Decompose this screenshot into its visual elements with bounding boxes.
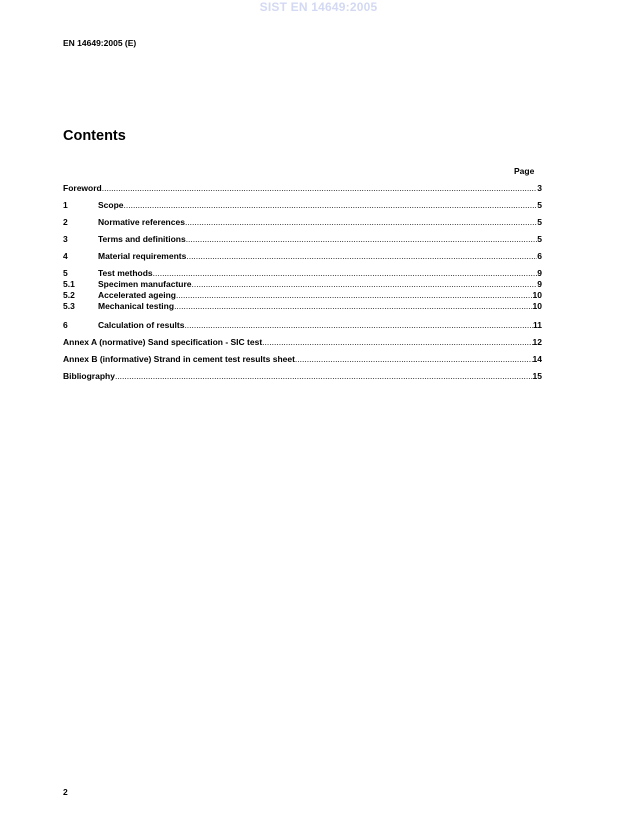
toc-entry-foreword[interactable]: [63, 183, 542, 193]
toc-dot-leader: [186, 251, 537, 261]
toc-entry-number: 4: [63, 251, 68, 261]
toc-entry-bibliography[interactable]: [63, 371, 542, 381]
toc-entry-page: 10: [532, 290, 542, 300]
toc-dot-leader: [115, 371, 533, 381]
toc-dot-leader: [153, 268, 538, 278]
toc-entry-page: 11: [533, 320, 542, 330]
toc-entry-number: 5: [63, 268, 68, 278]
toc-entry-label: Foreword: [63, 183, 102, 193]
page-title: Contents: [63, 128, 126, 144]
toc-dot-leader: [295, 354, 533, 364]
toc-entry-page: 5: [537, 217, 542, 227]
toc-entry-test-methods[interactable]: [63, 268, 542, 278]
watermark-text: SIST EN 14649:2005: [259, 0, 378, 14]
toc-entry-page: 14: [532, 354, 542, 364]
document-identifier: EN 14649:2005 (E): [63, 38, 137, 48]
toc-entry-page: 12: [532, 337, 542, 347]
toc-entry-mechanical-testing[interactable]: [63, 301, 542, 311]
toc-entry-page: 10: [532, 301, 542, 311]
toc-entry-annex-b[interactable]: [63, 354, 542, 364]
toc-entry-page: 15: [532, 371, 542, 381]
toc-entry-label: Accelerated ageing: [98, 290, 176, 300]
toc-entry-label: Normative references: [98, 217, 185, 227]
toc-entry-label: Test methods: [98, 268, 153, 278]
toc-entry-label: Terms and definitions: [98, 234, 186, 244]
toc-entry-page: 6: [537, 251, 542, 261]
toc-entry-page: 9: [537, 268, 542, 278]
toc-entry-material-requirements[interactable]: [63, 251, 542, 261]
toc-entry-page: 9: [537, 279, 542, 289]
toc-entry-number: 1: [63, 200, 68, 210]
toc-dot-leader: [186, 234, 538, 244]
toc-entry-number: 5.1: [63, 279, 75, 289]
toc-dot-leader: [102, 183, 538, 193]
toc-entry-number: 6: [63, 320, 68, 330]
toc-entry-label: Bibliography: [63, 371, 115, 381]
toc-entry-number: 3: [63, 234, 68, 244]
toc-dot-leader: [174, 301, 532, 311]
toc-entry-label: Mechanical testing: [98, 301, 175, 311]
toc-entry-annex-a[interactable]: [63, 337, 542, 347]
toc-entry-label: Annex A (normative) Sand specification - SIC test: [63, 337, 263, 347]
toc-dot-leader: [124, 200, 538, 210]
toc-entry-page: 5: [537, 234, 542, 244]
toc-entry-label: Specimen manufacture: [98, 279, 192, 289]
toc-entry-normative-references[interactable]: [63, 217, 542, 227]
toc-entry-accelerated-ageing[interactable]: [63, 290, 542, 300]
toc-entry-calculation-of-results[interactable]: [63, 320, 542, 330]
toc-entry-scope[interactable]: [63, 200, 542, 210]
toc-entry-number: 5.2: [63, 290, 75, 300]
toc-dot-leader: [184, 320, 533, 330]
toc-entry-label: Material requirements: [98, 251, 187, 261]
page-column-heading: Page: [514, 166, 535, 176]
toc-entry-label: Calculation of results: [98, 320, 185, 330]
page-number: 2: [63, 787, 68, 797]
toc-dot-leader: [185, 217, 537, 227]
toc-entry-label: Annex B (informative) Strand in cement test results sheet: [63, 354, 295, 364]
toc-entry-label: Scope: [98, 200, 124, 210]
toc-entry-specimen-manufacture[interactable]: [63, 279, 542, 289]
toc-entry-number: 5.3: [63, 301, 75, 311]
toc-dot-leader: [192, 279, 538, 289]
toc-entry-page: 3: [537, 183, 542, 193]
toc-entry-terms-and-definitions[interactable]: [63, 234, 542, 244]
toc-dot-leader: [262, 337, 532, 347]
toc-entry-number: 2: [63, 217, 68, 227]
toc-entry-page: 5: [537, 200, 542, 210]
toc-dot-leader: [176, 290, 533, 300]
